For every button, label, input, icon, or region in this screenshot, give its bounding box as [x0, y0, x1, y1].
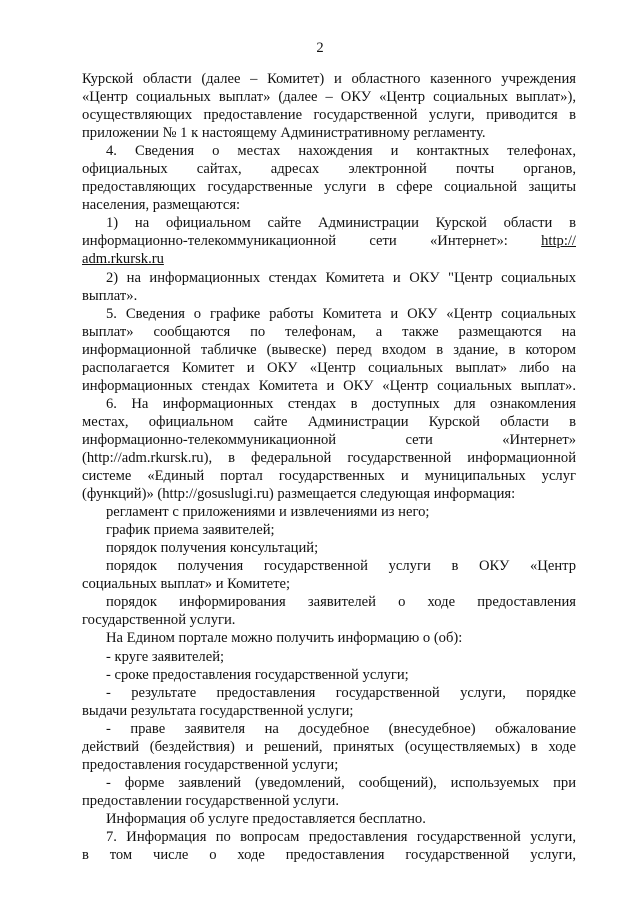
text-line: располагается Комитет и ОКУ «Центр социальных выплат» либо на	[82, 359, 576, 376]
text-line: информационно-телекоммуникационной сети «Интернет»: http://	[82, 233, 576, 250]
text-line: регламент с приложениями и извлечениями из него;	[106, 504, 430, 521]
text-line: официальных сайтах, адресах электронной почты органов,	[82, 161, 576, 178]
text-line: На Едином портале можно получить информацию о (об):	[106, 630, 463, 647]
text-line: выдачи результата государственной услуги;	[82, 702, 354, 719]
text-line: (http://adm.rkursk.ru), в федеральной государственной информационной	[82, 449, 576, 466]
text-line: предоставляющих государственные услуги в сфере социальной защиты	[82, 179, 576, 196]
text-line: - праве заявителя на досудебное (внесудебное) обжалование	[106, 720, 576, 737]
text-line: населения, размещаются:	[82, 197, 241, 214]
text-line: 7. Информация по вопросам предоставления государственной услуги,	[106, 828, 576, 845]
text-line: «Центр социальных выплат» (далее – ОКУ «Центр социальных выплат»),	[82, 89, 576, 106]
text-line: Информация об услуге предоставляется бесплатно.	[106, 810, 426, 827]
text-line	[82, 250, 576, 268]
text-line: местах, официальном сайте Администрации Курской области в	[82, 413, 576, 430]
text-line: 1) на официальном сайте Администрации Курской области в	[106, 215, 576, 232]
text-line: 5. Сведения о графике работы Комитета и ОКУ «Центр социальных	[106, 305, 576, 322]
text-line: порядок получения консультаций;	[106, 540, 319, 557]
text-line: график приема заявителей;	[106, 522, 275, 539]
page-number: 2	[316, 40, 324, 56]
document-body	[82, 70, 576, 864]
text-line: - результате предоставления государственной услуги, порядке	[106, 684, 576, 701]
text-line: - сроке предоставления государственной услуги;	[106, 666, 409, 683]
text-line: 4. Сведения о местах нахождения и контактных телефонах,	[106, 143, 576, 160]
text-line: порядок информирования заявителей о ходе предоставления	[106, 594, 576, 611]
text-line: информационных стендах Комитета и ОКУ «Центр социальных выплат».	[82, 377, 576, 394]
link-text[interactable]: adm.rkursk.ru	[82, 251, 164, 268]
text-line: предоставлении государственной услуги.	[82, 792, 339, 809]
text-line: государственной услуги.	[82, 612, 236, 629]
text-line: осуществляющих предоставление государственной услуги, приводится в	[82, 107, 576, 124]
text-line: порядок получения государственной услуги в ОКУ «Центр	[106, 558, 576, 575]
text-line: 6. На информационных стендах в доступных для ознакомления	[106, 395, 576, 412]
text-line: социальных выплат» и Комитете;	[82, 576, 291, 593]
text-line: выплат».	[82, 287, 138, 304]
text-line: в том числе о ходе предоставления государственной услуги,	[82, 847, 576, 864]
text-line: 2) на информационных стендах Комитета и ОКУ "Центр социальных	[106, 269, 576, 286]
text-line: информационно-телекоммуникационной сети «Интернет»	[82, 431, 576, 448]
text-line: выплат» сообщаются по телефонам, а также размещаются на	[82, 323, 576, 340]
text-line: системе «Единый портал государственных и муниципальных услуг	[82, 468, 576, 485]
text-line: информационной табличке (вывеске) перед входом в здание, в котором	[82, 341, 576, 358]
text-line: - форме заявлений (уведомлений, сообщений), используемых при	[106, 774, 576, 791]
text-line: действий (бездействия) и решений, принятых (осуществляемых) в ходе	[82, 738, 576, 755]
text-line: Курской области (далее – Комитет) и областного казенного учреждения	[82, 71, 576, 87]
text-line: предоставления государственной услуги;	[82, 756, 339, 773]
text-line: (функций)» (http://gosuslugi.ru) размещается следующая информация:	[82, 486, 516, 503]
link-text[interactable]: http://	[541, 233, 576, 250]
text-line: приложении № 1 к настоящему Административному регламенту.	[82, 125, 486, 142]
text-line: - круге заявителей;	[106, 648, 225, 665]
